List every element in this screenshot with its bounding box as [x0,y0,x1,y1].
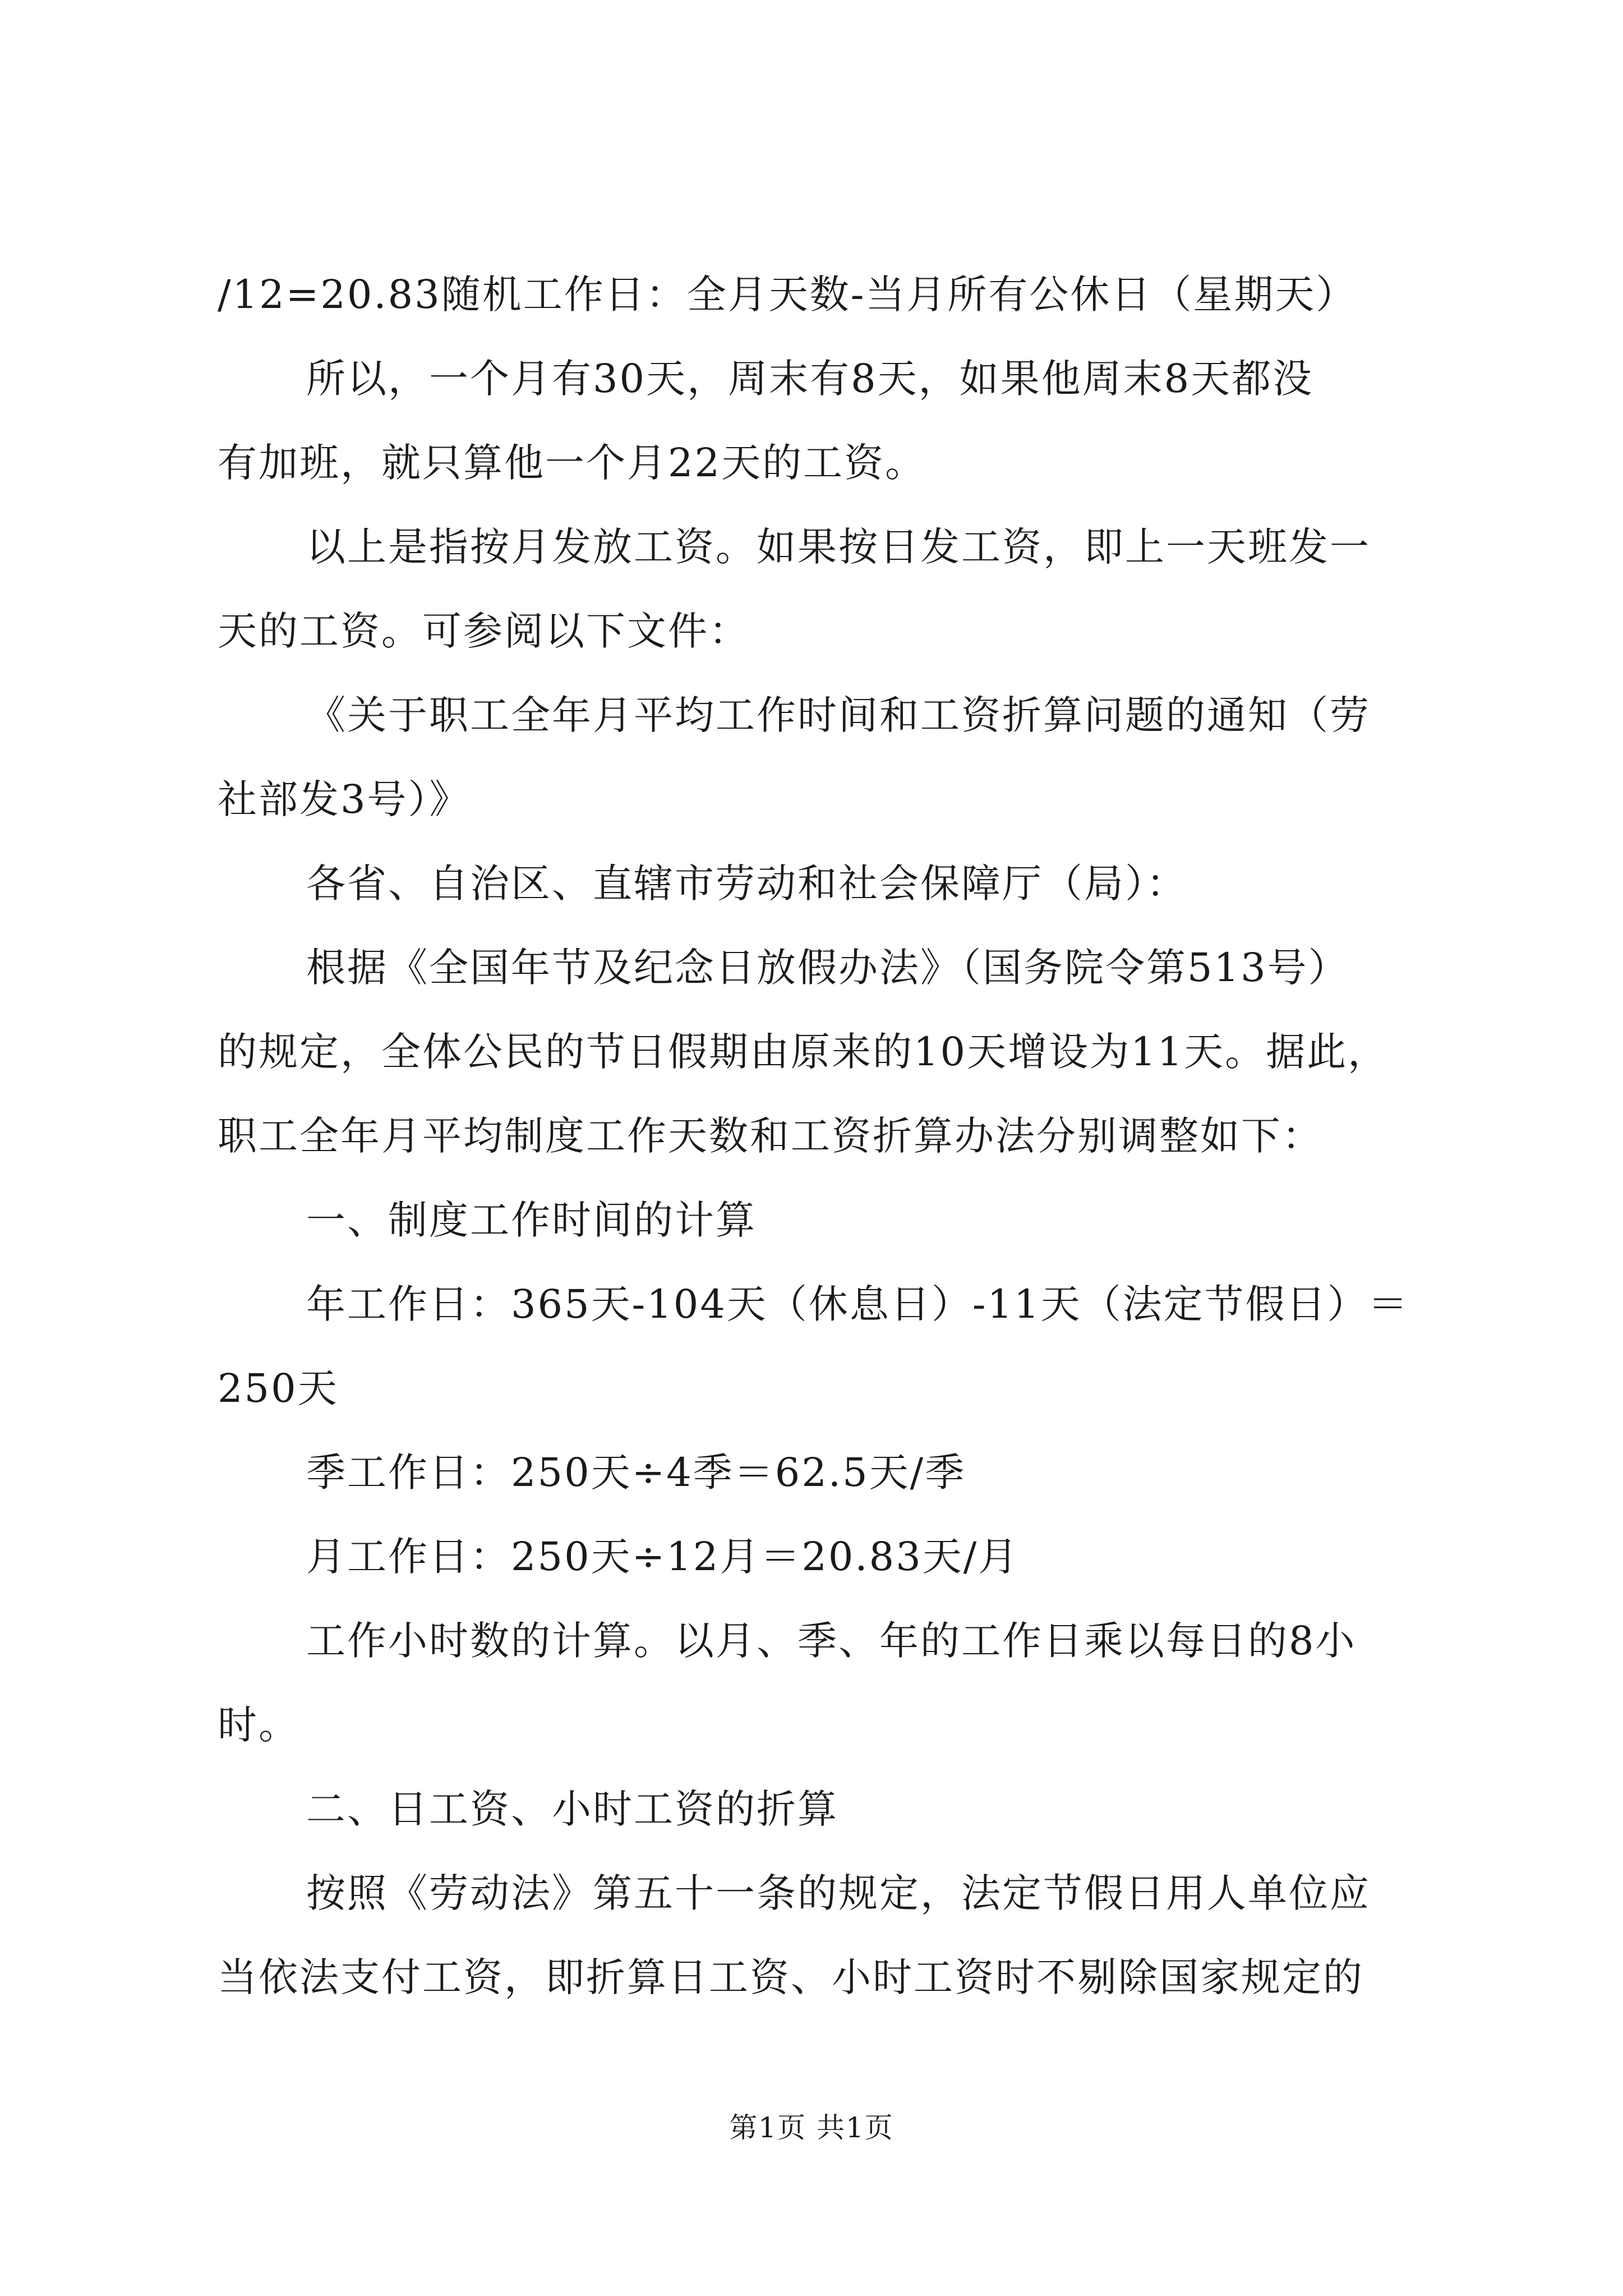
text-line: 有加班，就只算他一个月22天的工资。 [218,440,926,486]
text-line: 天的工资。可参阅以下文件： [218,608,750,654]
section-heading: 二、日工资、小时工资的折算 [306,1786,838,1832]
text-line: 年工作日：365天-104天（休息日）-11天（法定节假日）＝ [306,1281,1409,1327]
text-line: 职工全年月平均制度工作天数和工资折算办法分别调整如下： [218,1113,1323,1159]
text-line: 以上是指按月发放工资。如果按日发工资，即上一天班发一 [306,524,1371,570]
text-line: 季工作日：250天÷4季＝62.5天/季 [306,1450,966,1496]
text-line: 当依法支付工资，即折算日工资、小时工资时不剔除国家规定的 [218,1954,1364,2000]
text-line: 时。 [218,1702,299,1748]
text-line: 的规定，全体公民的节日假期由原来的10天增设为11天。据此， [218,1029,1389,1075]
text-line: 所以，一个月有30天，周末有8天，如果他周末8天都没 [306,356,1314,402]
text-line: /12=20.83随机工作日：全月天数-当月所有公休日（星期天） [218,272,1357,318]
section-heading: 一、制度工作时间的计算 [306,1197,757,1243]
text-line: 月工作日：250天÷12月＝20.83天/月 [306,1534,1020,1580]
text-line: 根据《全国年节及纪念日放假办法》（国务院令第513号） [306,945,1349,991]
text-line: 250天 [218,1365,339,1411]
text-line: 《关于职工全年月平均工作时间和工资折算问题的通知（劳 [306,692,1371,738]
text-line: 工作小时数的计算。以月、季、年的工作日乘以每日的8小 [306,1618,1357,1664]
text-line: 社部发3号）》 [218,776,471,822]
page-number-footer: 第1页 共1页 [729,2111,894,2144]
text-line: 按照《劳动法》第五十一条的规定，法定节假日用人单位应 [306,1870,1371,1916]
document-body [218,252,1468,2019]
text-line: 各省、自治区、直辖市劳动和社会保障厅（局）： [306,861,1187,907]
